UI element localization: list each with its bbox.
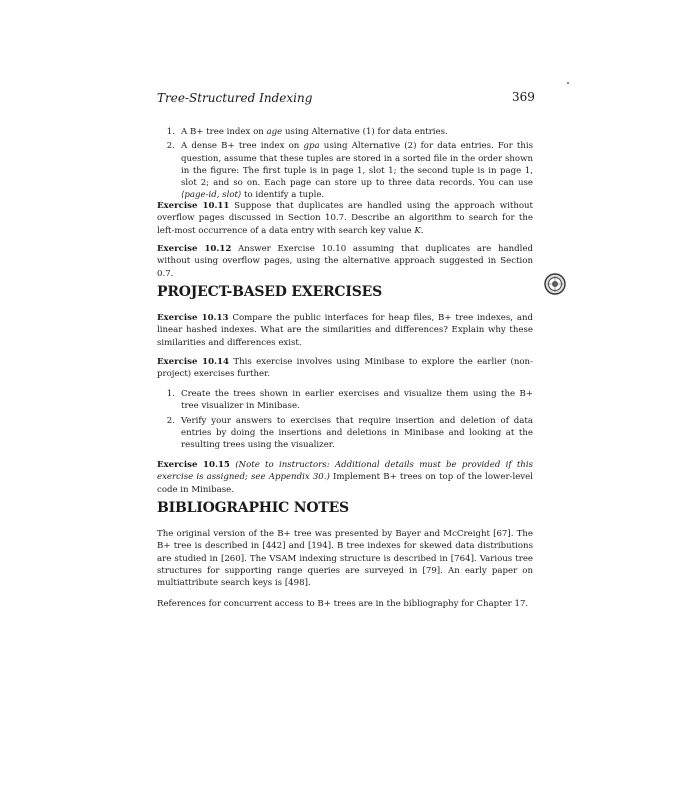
scan-mark — [567, 82, 569, 84]
publisher-seal-icon — [544, 273, 566, 295]
list-item-number: 2. — [166, 415, 175, 426]
page-number: 369 — [512, 90, 535, 104]
list-item-number: 1. — [166, 127, 175, 137]
list-item-text: A B+ tree index on age using Alternative (1) for data entries. — [181, 127, 448, 137]
list-item-number: 1. — [166, 389, 175, 399]
list-item-number: 2. — [166, 141, 175, 152]
exercise-10-11: Exercise 10.11 Suppose that duplicates are handled using the approach without overflow pages discussed in Section 10.7. Describe an algorithm to search for the left-most occurrence of a data entry with search key value K. — [157, 201, 534, 236]
list-item-text: Verify your answers to exercises that require insertion and deletion of data entries by doing the insertions and deletions in Minibase and looking at the resulting trees using the visualizer. — [181, 415, 533, 451]
exercise-10-15: Exercise 10.15 (Note to instructors: Additional details must be provided if this exercise is assigned; see Appendix 30.) Implement B+ trees on top of the lower-level code in Minibase. — [157, 460, 534, 495]
bibliography-paragraph: The original version of the B+ tree was presented by Bayer and McCreight [67]. The B+ tree is described in [442] and [194]. B tree indexes for skewed data distributions are studied in [260]. The VSAM indexing structure is described in [764]. Various tree structures for supporting range queries are surveyed in [79]. An early paper on multiattribute search keys is [498]. — [157, 529, 533, 589]
running-header-title: Tree-Structured Indexing — [157, 91, 313, 105]
list-item — [157, 388, 533, 413]
bibliography-paragraph: References for concurrent access to B+ trees are in the bibliography for Chapter 17. — [157, 599, 529, 609]
continued-list — [157, 126, 533, 204]
section-heading-bibliography: BIBLIOGRAPHIC NOTES — [157, 500, 349, 516]
list-item-text: Create the trees shown in earlier exercises and visualize them using the B+ tree visualizer in Minibase. — [181, 389, 533, 412]
list-item — [157, 415, 533, 452]
list-item-text: A dense B+ tree index on gpa using Alternative (2) for data entries. For this question, assume that these tuples are stored in a sorted file in the order shown in the figure: The first tuple is in page 1, slot 1; the second tuple is in page 1, slot 2; and so on. Each page can store up to three data records. You can use ⟨page-id, slot⟩ to identify a tuple. — [181, 141, 534, 201]
section-heading-project: PROJECT-BASED EXERCISES — [157, 284, 383, 300]
list-item — [157, 126, 533, 138]
exercise-10-12: Exercise 10.12 Answer Exercise 10.10 assuming that duplicates are handled without using overflow pages, using the alternative approach suggested in Section 0.7. — [157, 244, 533, 279]
exercise-10-13: Exercise 10.13 Compare the public interfaces for heap files, B+ tree indexes, and linear hashed indexes. What are the similarities and differences? Explain why these similarities and differences exist. — [157, 313, 534, 348]
minibase-task-list — [157, 388, 533, 453]
exercise-10-14: Exercise 10.14 This exercise involves using Minibase to explore the earlier (non-project) exercises further. — [157, 357, 533, 380]
list-item — [157, 140, 533, 201]
